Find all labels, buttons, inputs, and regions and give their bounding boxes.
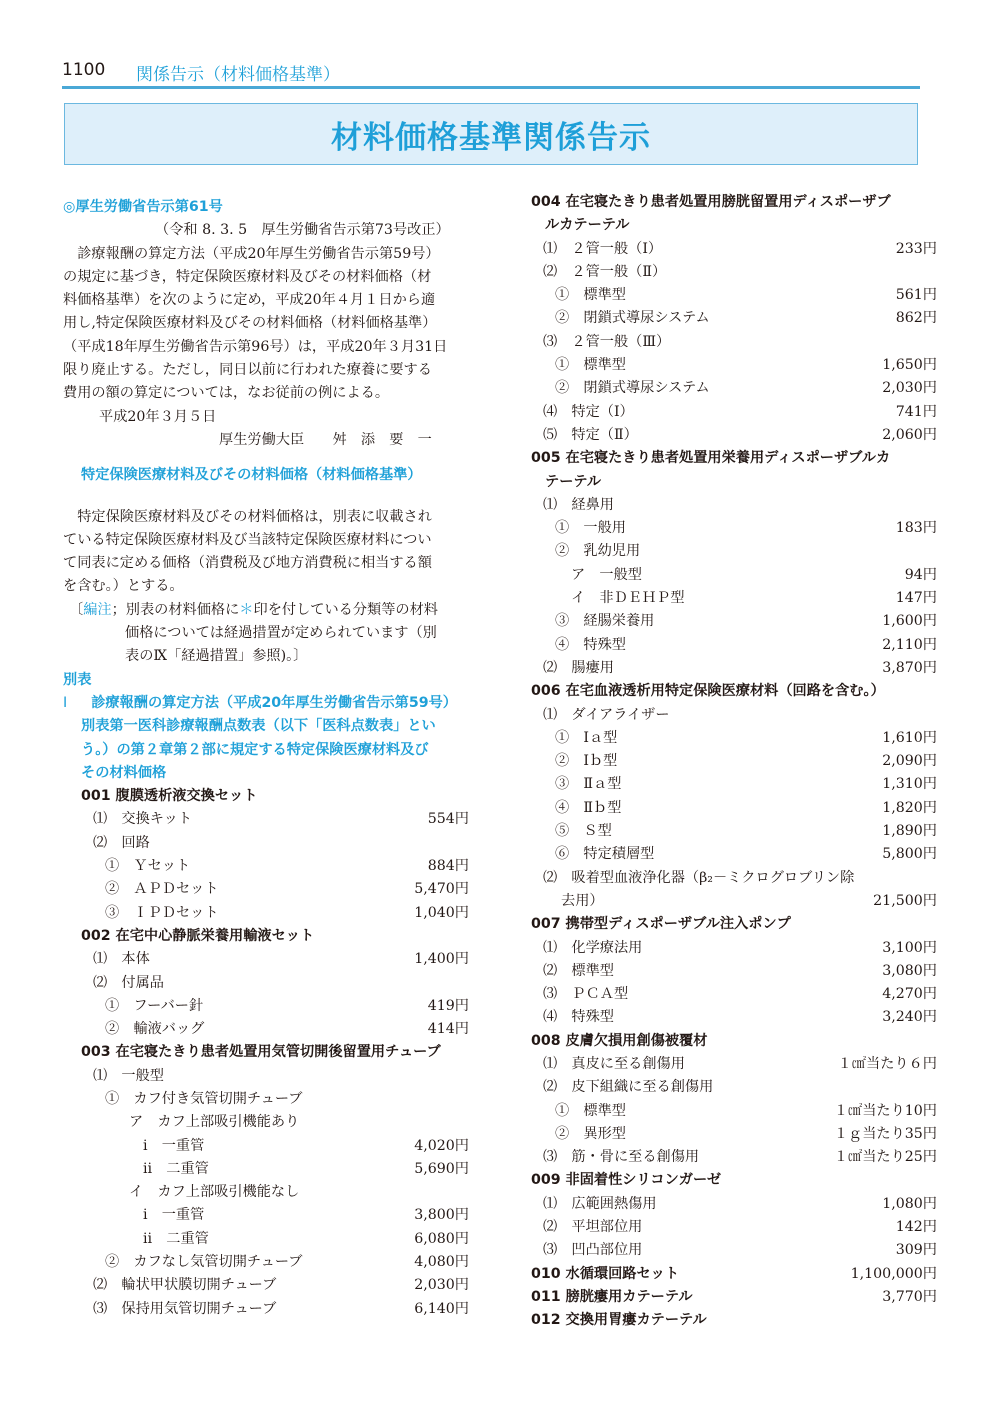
price-row xyxy=(531,354,937,377)
section-line: 特定保険医療材料及びその材料価格は，別表に収載され xyxy=(63,508,432,525)
body-line: 限り廃止する。ただし，同日以前に行われた療養に要する xyxy=(63,362,432,379)
part-heading-line: う。）の第２章第２部に規定する特定保険医療材料及び xyxy=(81,741,429,758)
item-label: ⑵ 腸瘻用 xyxy=(543,659,614,676)
price-row xyxy=(531,843,937,866)
asterisk-icon: ＊ xyxy=(239,601,254,618)
price-value: 1,310円 xyxy=(882,776,937,793)
price-row xyxy=(531,1146,937,1169)
price-row xyxy=(531,960,937,983)
item-label: テーテル xyxy=(545,473,602,490)
item-label: ⑵ 輪状甲状膜切開チューブ xyxy=(93,1277,277,1294)
notice-heading: ◎厚生労働省告示第61号 xyxy=(63,199,223,215)
item-label: ⑵ 皮下組織に至る創傷用 xyxy=(543,1079,714,1096)
right-column xyxy=(531,191,937,1333)
item-label: ② ＡＰＤセット xyxy=(105,881,219,898)
item-label: ⑶ ２管一般（Ⅲ） xyxy=(543,333,671,350)
item-label: ⑶ 筋・骨に至る創傷用 xyxy=(543,1149,700,1166)
price-value: 884円 xyxy=(427,858,469,875)
item-label: ⑴ 本体 xyxy=(93,951,150,968)
item-label: ③ ＩＰＤセット xyxy=(105,904,219,921)
price-value: 1,080円 xyxy=(882,1195,937,1212)
item-label: ① 標準型 xyxy=(555,357,626,374)
price-row xyxy=(63,808,469,831)
item-label: ⅱ 二重管 xyxy=(143,1160,209,1177)
item-label: ⑵ 回路 xyxy=(93,834,150,851)
price-value: 1,400円 xyxy=(414,951,469,968)
price-row xyxy=(531,564,937,587)
item-label: ⑶ 凹凸部位用 xyxy=(543,1242,643,1259)
item-heading-row xyxy=(531,680,937,703)
item-label: ⑵ 付属品 xyxy=(93,974,164,991)
price-value: 3,080円 xyxy=(882,962,937,979)
item-label: ⑷ 特定（Ⅰ） xyxy=(543,403,634,420)
item-heading-row xyxy=(63,1041,469,1064)
notice-date: 平成20年３月５日 xyxy=(99,408,217,425)
item-label: ルカテーテル xyxy=(545,217,630,234)
item-heading: 008 皮膚欠損用創傷被覆材 xyxy=(531,1032,708,1049)
body-line: の規定に基づき，特定保険医療材料及びその材料価格（材 xyxy=(63,268,432,285)
chapter-title: 材料価格基準関係告示 xyxy=(331,119,651,156)
price-row xyxy=(63,1088,469,1111)
item-label: ② 閉鎖式導尿システム xyxy=(555,310,710,327)
item-heading-row xyxy=(531,1309,937,1332)
price-row xyxy=(531,261,937,284)
price-value: 3,800円 xyxy=(414,1207,469,1224)
item-label: ⑵ ２管一般（Ⅱ） xyxy=(543,263,667,280)
item-label: イ 非ＤＥＨＰ型 xyxy=(571,590,685,607)
item-label: ② 輸液バッグ xyxy=(105,1021,205,1038)
item-label: 去用） xyxy=(561,892,604,909)
price-value: 6,140円 xyxy=(414,1300,469,1317)
item-label: ① Ⅰａ型 xyxy=(555,729,618,746)
section-heading: 特定保険医療材料及びその材料価格（材料価格基準） xyxy=(81,467,422,484)
item-heading: 002 在宅中心静脈栄養用輸液セット xyxy=(81,927,315,944)
price-value: １㎠当たり６円 xyxy=(837,1055,937,1072)
item-label: ③ 経腸栄養用 xyxy=(555,613,655,630)
item-label: ⑸ 特定（Ⅱ） xyxy=(543,426,638,443)
item-heading-row xyxy=(63,925,469,948)
note-text: ；別表の材料価格に xyxy=(111,601,240,618)
item-label: ⑴ ２管一般（Ⅰ） xyxy=(543,240,663,257)
item-label: ⑴ 広範囲熱傷用 xyxy=(543,1195,657,1212)
item-label: ② 異形型 xyxy=(555,1125,626,1142)
price-value: 862円 xyxy=(895,310,937,327)
price-row xyxy=(531,587,937,610)
page-number: 1100 xyxy=(62,60,106,80)
price-row xyxy=(531,1123,937,1146)
part-heading-line: 別表第一医科診療報酬点数表（以下「医科点数表」とい xyxy=(81,718,436,735)
item-label: ① 標準型 xyxy=(555,1102,626,1119)
editor-note xyxy=(63,599,469,622)
price-row xyxy=(531,937,937,960)
item-label: ① カフ付き気管切開チューブ xyxy=(105,1090,303,1107)
editor-note-line: 表のⅨ「経過措置」参照)。〕 xyxy=(125,648,308,665)
price-value: 554円 xyxy=(427,811,469,828)
item-label: ⑴ ダイアライザー xyxy=(543,706,670,723)
price-value: 6,080円 xyxy=(414,1230,469,1247)
price-value: 309円 xyxy=(895,1242,937,1259)
price-row xyxy=(531,214,937,237)
price-row xyxy=(531,820,937,843)
price-value: 4,270円 xyxy=(882,986,937,1003)
item-label: ⑴ 化学療法用 xyxy=(543,939,643,956)
item-heading-row xyxy=(531,913,937,936)
price-value: 4,020円 xyxy=(414,1137,469,1154)
body-line: 診療報酬の算定方法（平成20年厚生労働省告示第59号） xyxy=(63,245,440,262)
item-label: ④ 特殊型 xyxy=(555,636,626,653)
item-label: ⑤ Ｓ型 xyxy=(555,823,612,840)
price-row xyxy=(531,517,937,540)
price-row xyxy=(63,1204,469,1227)
price-value: １ｇ当たり35円 xyxy=(833,1125,937,1142)
price-value: 419円 xyxy=(427,997,469,1014)
price-row xyxy=(531,1006,937,1029)
price-value: 2,030円 xyxy=(414,1277,469,1294)
part-heading xyxy=(63,692,469,715)
price-row xyxy=(63,1158,469,1181)
item-heading-row xyxy=(531,447,937,470)
price-row xyxy=(531,540,937,563)
price-row xyxy=(63,832,469,855)
chapter-title-box xyxy=(64,103,918,165)
body-line: （平成18年厚生労働省告示第96号）は，平成20年３月31日 xyxy=(63,338,448,355)
price-row xyxy=(63,1135,469,1158)
item-label: ② Ⅰｂ型 xyxy=(555,753,618,770)
price-value: 3,100円 xyxy=(882,939,937,956)
price-row xyxy=(531,634,937,657)
price-value: 94円 xyxy=(904,566,937,583)
item-label: ア 一般型 xyxy=(571,566,642,583)
price-row xyxy=(63,855,469,878)
item-label: ⑶ 保持用気管切開チューブ xyxy=(93,1300,277,1317)
price-value: 147円 xyxy=(895,590,937,607)
item-label: イ カフ上部吸引機能なし xyxy=(129,1184,300,1201)
price-value: 1,820円 xyxy=(882,799,937,816)
price-value: 5,690円 xyxy=(414,1160,469,1177)
price-value: 142円 xyxy=(895,1219,937,1236)
price-value: 4,080円 xyxy=(414,1254,469,1271)
revision-note: （令和 8. 3. 5 厚生労働省告示第73号改正） xyxy=(155,222,450,239)
bracket: 〔 xyxy=(69,601,84,618)
price-row xyxy=(531,657,937,680)
item-label: ⅱ 二重管 xyxy=(143,1230,209,1247)
price-row xyxy=(63,1018,469,1041)
part-numeral: Ⅰ xyxy=(63,694,68,711)
header-rule xyxy=(62,86,920,89)
item-label: ⑴ 一般型 xyxy=(93,1067,164,1084)
item-heading: 003 在宅寝たきり患者処置用気管切開後留置用チューブ xyxy=(81,1044,441,1061)
item-label: ⑴ 真皮に至る創傷用 xyxy=(543,1055,685,1072)
price-table-right xyxy=(531,191,937,1333)
price-row xyxy=(63,902,469,925)
price-row xyxy=(531,307,937,330)
price-row xyxy=(531,1239,937,1262)
price-value: 2,030円 xyxy=(882,380,937,397)
item-heading-row xyxy=(531,1169,937,1192)
price-row xyxy=(531,1076,937,1099)
editor-note-label: 編注 xyxy=(83,601,112,618)
price-row xyxy=(531,1100,937,1123)
item-heading: 001 腹膜透析液交換セット xyxy=(81,788,258,805)
price-row xyxy=(531,610,937,633)
price-row xyxy=(531,494,937,517)
price-value: 3,870円 xyxy=(882,659,937,676)
section-line: て同表に定める価格（消費税及び地方消費税に相当する額 xyxy=(63,555,432,572)
item-label: ⑵ 吸着型血液浄化器（β₂－ミクログロブリン除 xyxy=(543,869,855,886)
item-heading-row xyxy=(531,1263,937,1286)
item-label: ① 一般用 xyxy=(555,520,626,537)
price-row xyxy=(531,424,937,447)
price-value: 1,650円 xyxy=(882,357,937,374)
price-row xyxy=(531,704,937,727)
item-label: ② 乳幼児用 xyxy=(555,543,641,560)
price-value: 5,470円 xyxy=(414,881,469,898)
price-value: 1,600円 xyxy=(882,613,937,630)
price-value: 2,090円 xyxy=(882,753,937,770)
note-text: 印を付している分類等の材料 xyxy=(253,601,438,618)
running-header xyxy=(62,58,920,86)
price-row xyxy=(531,727,937,750)
item-heading-row xyxy=(531,1030,937,1053)
item-heading: 007 携帯型ディスポーザブル注入ポンプ xyxy=(531,916,791,933)
body-line: 用し,特定保険医療材料及びその材料価格（材料価格基準） xyxy=(63,315,437,332)
price-value: 741円 xyxy=(895,403,937,420)
item-label: ⅰ 一重管 xyxy=(143,1207,205,1224)
item-label: ⑴ 交換キット xyxy=(93,811,193,828)
section-line: ている特定保険医療材料及び当該特定保険医療材料につい xyxy=(63,531,432,548)
price-value: 5,800円 xyxy=(882,846,937,863)
item-label: ⑵ 標準型 xyxy=(543,962,614,979)
price-value: 3,770円 xyxy=(882,1288,937,1305)
item-label: ⑴ 経鼻用 xyxy=(543,496,614,513)
item-heading: 012 交換用胃瘻カテーテル xyxy=(531,1312,707,1329)
price-row xyxy=(531,238,937,261)
item-label: ⑷ 特殊型 xyxy=(543,1009,614,1026)
item-heading-row xyxy=(531,191,937,214)
price-value: 233円 xyxy=(895,240,937,257)
price-row xyxy=(63,1298,469,1321)
signatory: 厚生労働大臣 舛 添 要 一 xyxy=(219,431,432,448)
price-table-left xyxy=(63,785,469,1321)
price-value: 3,240円 xyxy=(882,1009,937,1026)
price-value: 1,100,000円 xyxy=(850,1265,937,1282)
price-row xyxy=(531,331,937,354)
price-row xyxy=(531,750,937,773)
editor-note-line: 価格については経過措置が定められています（別 xyxy=(125,625,437,642)
price-row xyxy=(531,471,937,494)
item-label: ① 標準型 xyxy=(555,287,626,304)
price-value: １㎠当たり10円 xyxy=(833,1102,937,1119)
price-value: 414円 xyxy=(427,1021,469,1038)
price-row xyxy=(531,377,937,400)
item-heading-row xyxy=(531,1286,937,1309)
notice-body xyxy=(63,243,469,406)
price-value: 2,060円 xyxy=(882,426,937,443)
price-row xyxy=(63,1111,469,1134)
section-line: を含む。）とする。 xyxy=(63,578,184,595)
item-label: ② 閉鎖式導尿システム xyxy=(555,380,710,397)
price-row xyxy=(531,797,937,820)
price-row xyxy=(531,867,937,890)
item-label: ⑶ ＰＣＡ型 xyxy=(543,986,629,1003)
item-heading-row xyxy=(63,785,469,808)
price-value: 1,040円 xyxy=(414,904,469,921)
price-value: 561円 xyxy=(895,287,937,304)
part-heading-text: 診療報酬の算定方法（平成20年厚生労働省告示第59号） xyxy=(91,694,457,711)
price-row xyxy=(531,1053,937,1076)
part-heading-line: その材料価格 xyxy=(81,764,167,781)
price-row xyxy=(63,1065,469,1088)
item-heading: 009 非固着性シリコンガーゼ xyxy=(531,1172,722,1189)
body-line: 料価格基準）を次のように定め，平成20年４月１日から適 xyxy=(63,292,436,309)
price-row xyxy=(63,1274,469,1297)
item-label: ③ Ⅱａ型 xyxy=(555,776,622,793)
price-row xyxy=(531,773,937,796)
price-row xyxy=(63,948,469,971)
item-heading: 010 水循環回路セット xyxy=(531,1265,680,1282)
item-label: ② カフなし気管切開チューブ xyxy=(105,1254,303,1271)
price-row xyxy=(63,878,469,901)
price-value: 1,890円 xyxy=(882,823,937,840)
body-line: 費用の額の算定については，なお従前の例による。 xyxy=(63,385,390,402)
price-value: 183円 xyxy=(895,520,937,537)
item-label: ① Ｙセット xyxy=(105,858,191,875)
price-row xyxy=(531,284,937,307)
item-label: ④ Ⅱｂ型 xyxy=(555,799,622,816)
appendix-label: 別表 xyxy=(63,671,92,688)
item-label: ⑥ 特定積層型 xyxy=(555,846,655,863)
item-label: ⅰ 一重管 xyxy=(143,1137,205,1154)
price-row xyxy=(531,401,937,424)
item-label: ア カフ上部吸引機能あり xyxy=(129,1114,300,1131)
price-value: 2,110円 xyxy=(882,636,937,653)
price-row xyxy=(63,1251,469,1274)
price-row xyxy=(531,983,937,1006)
price-row xyxy=(531,890,937,913)
price-row xyxy=(63,995,469,1018)
price-row xyxy=(63,1181,469,1204)
price-row xyxy=(63,1228,469,1251)
price-row xyxy=(531,1216,937,1239)
item-heading: 005 在宅寝たきり患者処置用栄養用ディスポーザブルカ xyxy=(531,450,891,467)
item-heading: 006 在宅血液透析用特定保険医療材料（回路を含む。） xyxy=(531,683,885,700)
item-label: ① フーバー針 xyxy=(105,997,204,1014)
price-row xyxy=(63,972,469,995)
price-value: 1,610円 xyxy=(882,729,937,746)
price-value: １㎠当たり25円 xyxy=(833,1149,937,1166)
price-row xyxy=(531,1193,937,1216)
price-value: 21,500円 xyxy=(873,892,937,909)
running-title: 関係告示（材料価格基準） xyxy=(136,65,340,85)
left-column xyxy=(63,196,469,1321)
item-label: ⑵ 平坦部位用 xyxy=(543,1219,643,1236)
item-heading: 011 膀胱瘻用カテーテル xyxy=(531,1288,693,1305)
item-heading: 004 在宅寝たきり患者処置用膀胱留置用ディスポーザブ xyxy=(531,194,891,210)
